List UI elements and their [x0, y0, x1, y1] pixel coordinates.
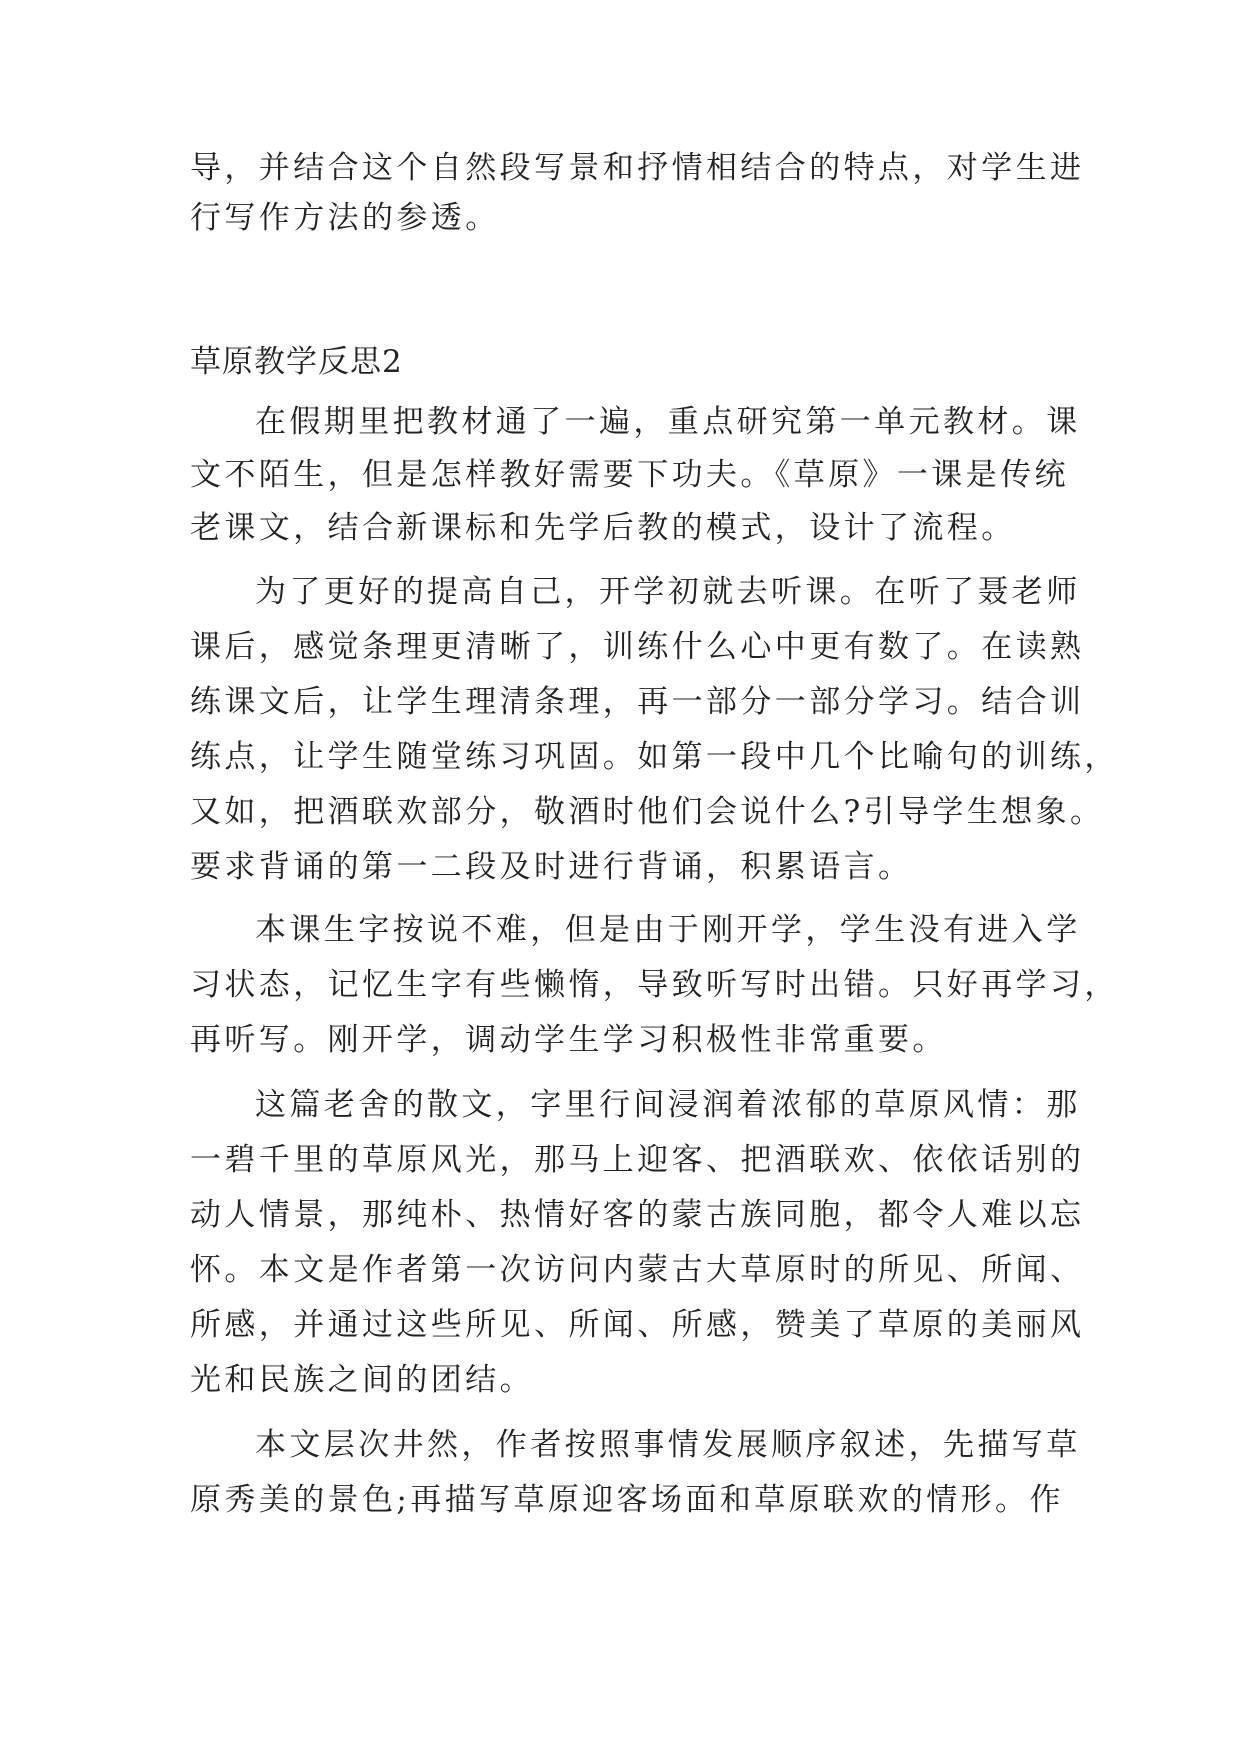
text-line: 老课文，结合新课标和先学后教的模式，设计了流程。	[190, 510, 1016, 546]
paragraph-first-line: 为了更好的提高自己，开学初就去听课。在听了聂老师	[255, 574, 1081, 610]
paragraph-first-line: 在假期里把教材通了一遍，重点研究第一单元教材。课	[255, 404, 1081, 440]
paragraph-first-line: 这篇老舍的散文，字里行间浸润着浓郁的草原风情：那	[255, 1087, 1081, 1123]
text-line: 所感，并通过这些所见、所闻、所感，赞美了草原的美丽风	[190, 1307, 1085, 1343]
text-line: 光和民族之间的团结。	[190, 1362, 534, 1398]
paragraph-first-line: 本课生字按说不难，但是由于刚开学，学生没有进入学	[255, 912, 1081, 948]
text-line: 课后，感觉条理更清晰了，训练什么心中更有数了。在读熟	[190, 629, 1085, 665]
text-line: 又如，把酒联欢部分，敬酒时他们会说什么?引导学生想象。	[190, 794, 1105, 830]
text-line: 一碧千里的草原风光，那马上迎客、把酒联欢、依依话别的	[190, 1142, 1085, 1178]
text-line: 要求背诵的第一二段及时进行背诵，积累语言。	[190, 849, 913, 885]
text-line: 行写作方法的参透。	[190, 200, 500, 236]
text-line: 原秀美的景色;再描写草原迎客场面和草原联欢的情形。作	[190, 1482, 1064, 1518]
text-line: 练课文后，让学生理清条理，再一部分一部分学习。结合训	[190, 684, 1085, 720]
text-line: 导，并结合这个自然段写景和抒情相结合的特点，对学生进	[190, 150, 1085, 186]
text-line: 再听写。刚开学，调动学生学习积极性非常重要。	[190, 1022, 947, 1058]
text-line: 文不陌生，但是怎样教好需要下功夫。《草原》一课是传统	[190, 457, 1069, 493]
text-line: 怀。本文是作者第一次访问内蒙古大草原时的所见、所闻、	[190, 1252, 1085, 1288]
text-line: 动人情景，那纯朴、热情好客的蒙古族同胞，都令人难以忘	[190, 1197, 1085, 1233]
text-line: 习状态，记忆生字有些懒惰，导致听写时出错。只好再学习，	[190, 967, 1119, 1003]
section-heading: 草原教学反思2	[190, 344, 403, 380]
paragraph-first-line: 本文层次井然，作者按照事情发展顺序叙述，先描写草	[255, 1427, 1081, 1463]
text-line: 练点，让学生随堂练习巩固。如第一段中几个比喻句的训练，	[190, 739, 1119, 775]
